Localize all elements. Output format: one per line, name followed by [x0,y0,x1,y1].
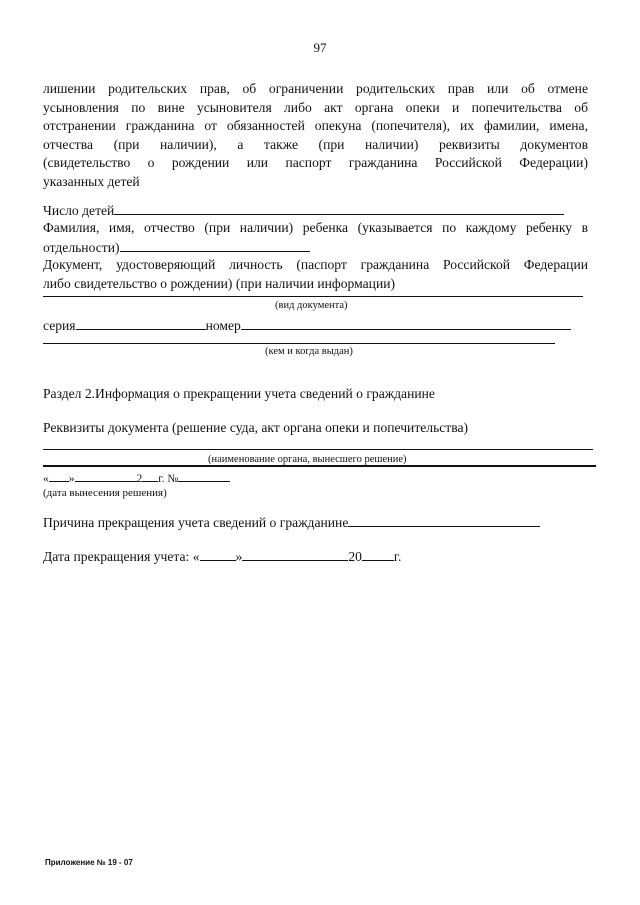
organ-name-caption: (наименование органа, вынесшего решение) [208,454,407,465]
decision-year-field[interactable] [142,471,158,482]
intro-paragraph [43,80,588,191]
child-name-field[interactable] [120,238,310,252]
termination-close-quote: » [235,549,243,564]
termination-date-row [43,547,401,566]
requisites-label: Реквизиты документа (решение суда, акт органа опеки и попечительства) [43,420,469,435]
id-document-line: Документ, удостоверяющий личность (паспорт гражданина Российской Федерации [43,257,588,272]
decision-year-prefix: 2 [136,473,143,485]
termination-month-field[interactable] [242,547,348,561]
decision-date-caption: (дата вынесения решения) [43,487,167,499]
issued-by-field[interactable] [43,343,555,344]
child-name-line: отдельности) [43,238,588,258]
intro-line: усыновления по вине усыновителя либо акт органа опеки и попечительства об [43,99,588,115]
decision-year-suffix: г. № [158,473,179,485]
series-number-row [43,316,571,335]
child-name-block [43,219,588,257]
page-number: 97 [313,40,327,55]
children-count-label: Число детей [43,203,115,218]
decision-close-quote: » [68,473,75,485]
series-field[interactable] [76,316,206,330]
decision-number-field[interactable] [178,471,230,482]
children-count-row [43,201,564,220]
section2-title: Раздел 2.Информация о прекращении учета сведений о гражданине [43,386,435,401]
termination-reason-field[interactable] [348,513,540,527]
termination-day-field[interactable] [200,547,236,561]
children-count-field[interactable] [114,201,564,215]
id-document-block [43,256,588,293]
termination-year-field[interactable] [362,547,394,561]
decision-day-field[interactable] [49,471,69,482]
intro-line: указанных детей [43,173,140,189]
termination-year-suffix: г. [393,549,402,564]
termination-reason-row [43,513,540,532]
termination-year-prefix: 20 [348,549,362,564]
termination-date-label: Дата прекращения учета: « [43,549,200,564]
intro-line: лишении родительских прав, об ограничении родительских прав или об отмене [43,81,588,96]
organ-name-field[interactable] [43,449,593,450]
child-name-line: Фамилия, имя, отчество (при наличии) ребенка (указывается по каждому ребенку в [43,220,588,235]
series-label: серия [43,318,76,333]
appendix-footer: Приложение № 19 - 07 [45,858,133,867]
decision-month-field[interactable] [75,471,137,482]
intro-line: (свидетельство о рождении или паспорт гражданина Российской Федерации) [43,155,588,170]
number-field[interactable] [241,316,571,330]
decision-date-row [43,471,230,485]
intro-line: отчества (при наличии), а также (при наличии) реквизиты документов [43,136,588,152]
document-type-field[interactable] [43,296,583,297]
id-document-line: либо свидетельство о рождении) (при наличии информации) [43,275,396,291]
number-label: номер [205,318,241,333]
issued-by-caption: (кем и когда выдан) [265,346,353,357]
document-type-caption: (вид документа) [275,300,348,311]
decision-open-quote: « [43,473,49,485]
termination-reason-label: Причина прекращения учета сведений о гражданине [43,515,349,530]
organ-caption-rule [43,465,596,467]
intro-line: отстранении гражданина от обязанностей опекуна (попечителя), их фамилии, имена, [43,118,588,133]
